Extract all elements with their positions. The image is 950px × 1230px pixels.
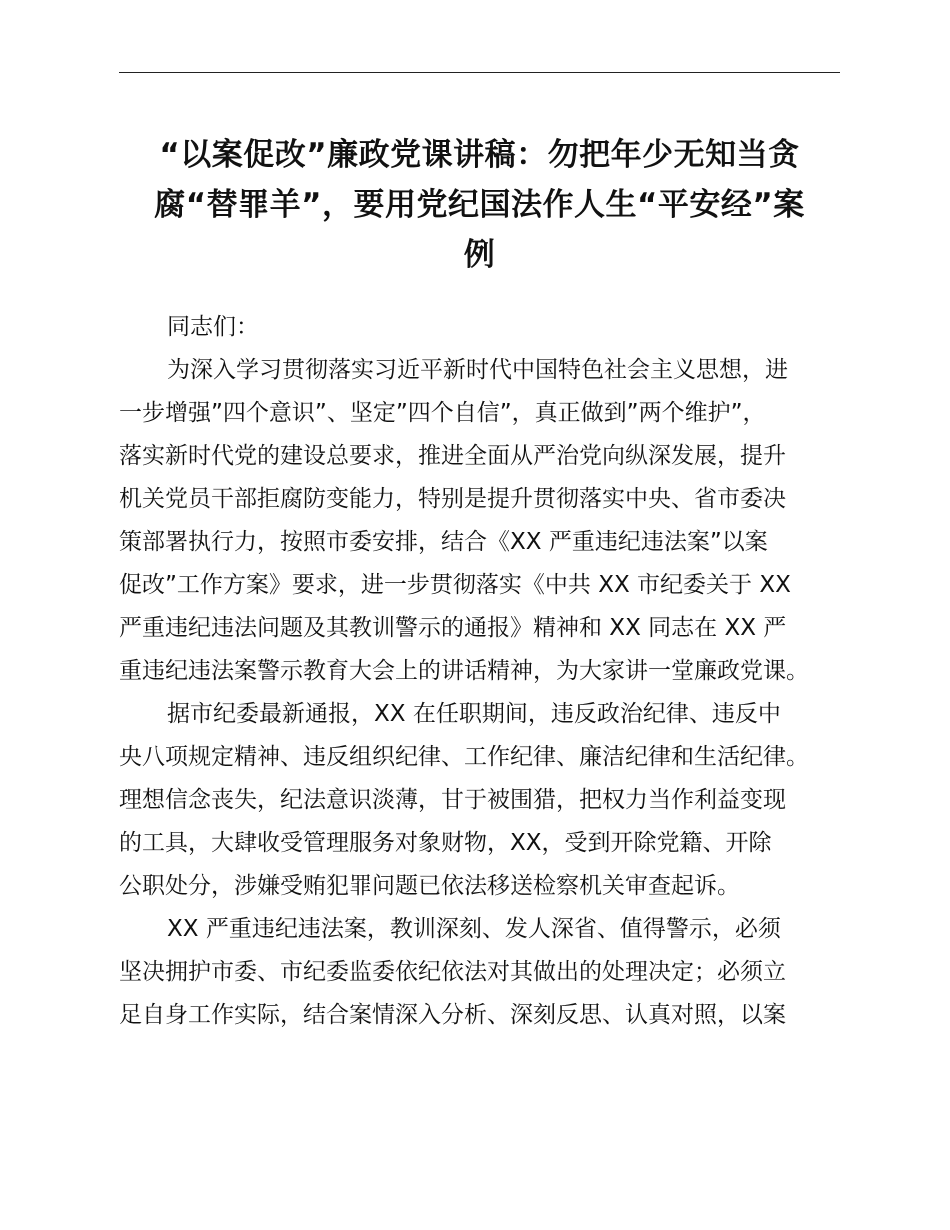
paragraph-line: 的工具，大肆收受管理服务对象财物，XX，受到开除党籍、开除 [119, 830, 772, 856]
paragraph-line: 促改”工作方案》要求，进一步贯彻落实《中共 XX 市纪委关于 XX [119, 572, 791, 598]
paragraph-line: 严重违纪违法问题及其教训警示的通报》精神和 XX 同志在 XX 严 [119, 615, 787, 641]
document-body [119, 306, 840, 1037]
paragraph-line: 理想信念丧失，纪法意识淡薄，甘于被围猎，把权力当作利益变现 [119, 787, 786, 813]
title-line: 腐“替罪羊”，要用党纪国法作人生“平安经”案 [154, 187, 805, 223]
paragraph-line: 坚决拥护市委、市纪委监委依纪依法对其做出的处理决定；必须立 [119, 959, 786, 985]
paragraph-line: 策部署执行力，按照市委安排，结合《XX 严重违纪违法案”以案 [119, 529, 768, 555]
title-line: 例 [463, 237, 496, 273]
paragraph-1 [119, 349, 840, 693]
title-line: “以案促改”廉政党课讲稿：勿把年少无知当贪 [159, 137, 800, 173]
paragraph-2 [119, 693, 840, 908]
paragraph-line: 为深入学习贯彻落实习近平新时代中国特色社会主义思想，进 [167, 357, 788, 383]
header-rule [119, 72, 840, 73]
salutation: 同志们： [167, 314, 259, 340]
paragraph-line: 据市纪委最新通报，XX 在任职期间，违反政治纪律、违反中 [167, 701, 781, 727]
paragraph-line: 重违纪违法案警示教育大会上的讲话精神，为大家讲一堂廉政党课。 [119, 658, 809, 684]
paragraph-line: 一步增强”四个意识”、坚定”四个自信”，真正做到”两个维护”， [119, 400, 766, 426]
paragraph-line: XX 严重违纪违法案，教训深刻、发人深省、值得警示，必须 [167, 916, 781, 942]
paragraph-line: 机关党员干部拒腐防变能力，特别是提升贯彻落实中央、省市委决 [119, 486, 786, 512]
paragraph-line: 足自身工作实际，结合案情深入分析、深刻反思、认真对照，以案 [119, 1002, 786, 1028]
paragraph-line: 央八项规定精神、违反组织纪律、工作纪律、廉洁纪律和生活纪律。 [119, 744, 809, 770]
paragraph-3 [119, 908, 840, 1037]
paragraph-line: 落实新时代党的建设总要求，推进全面从严治党向纵深发展，提升 [119, 443, 786, 469]
document-title [119, 130, 840, 280]
paragraph-line: 公职处分，涉嫌受贿犯罪问题已依法移送检察机关审查起诉。 [119, 873, 740, 899]
